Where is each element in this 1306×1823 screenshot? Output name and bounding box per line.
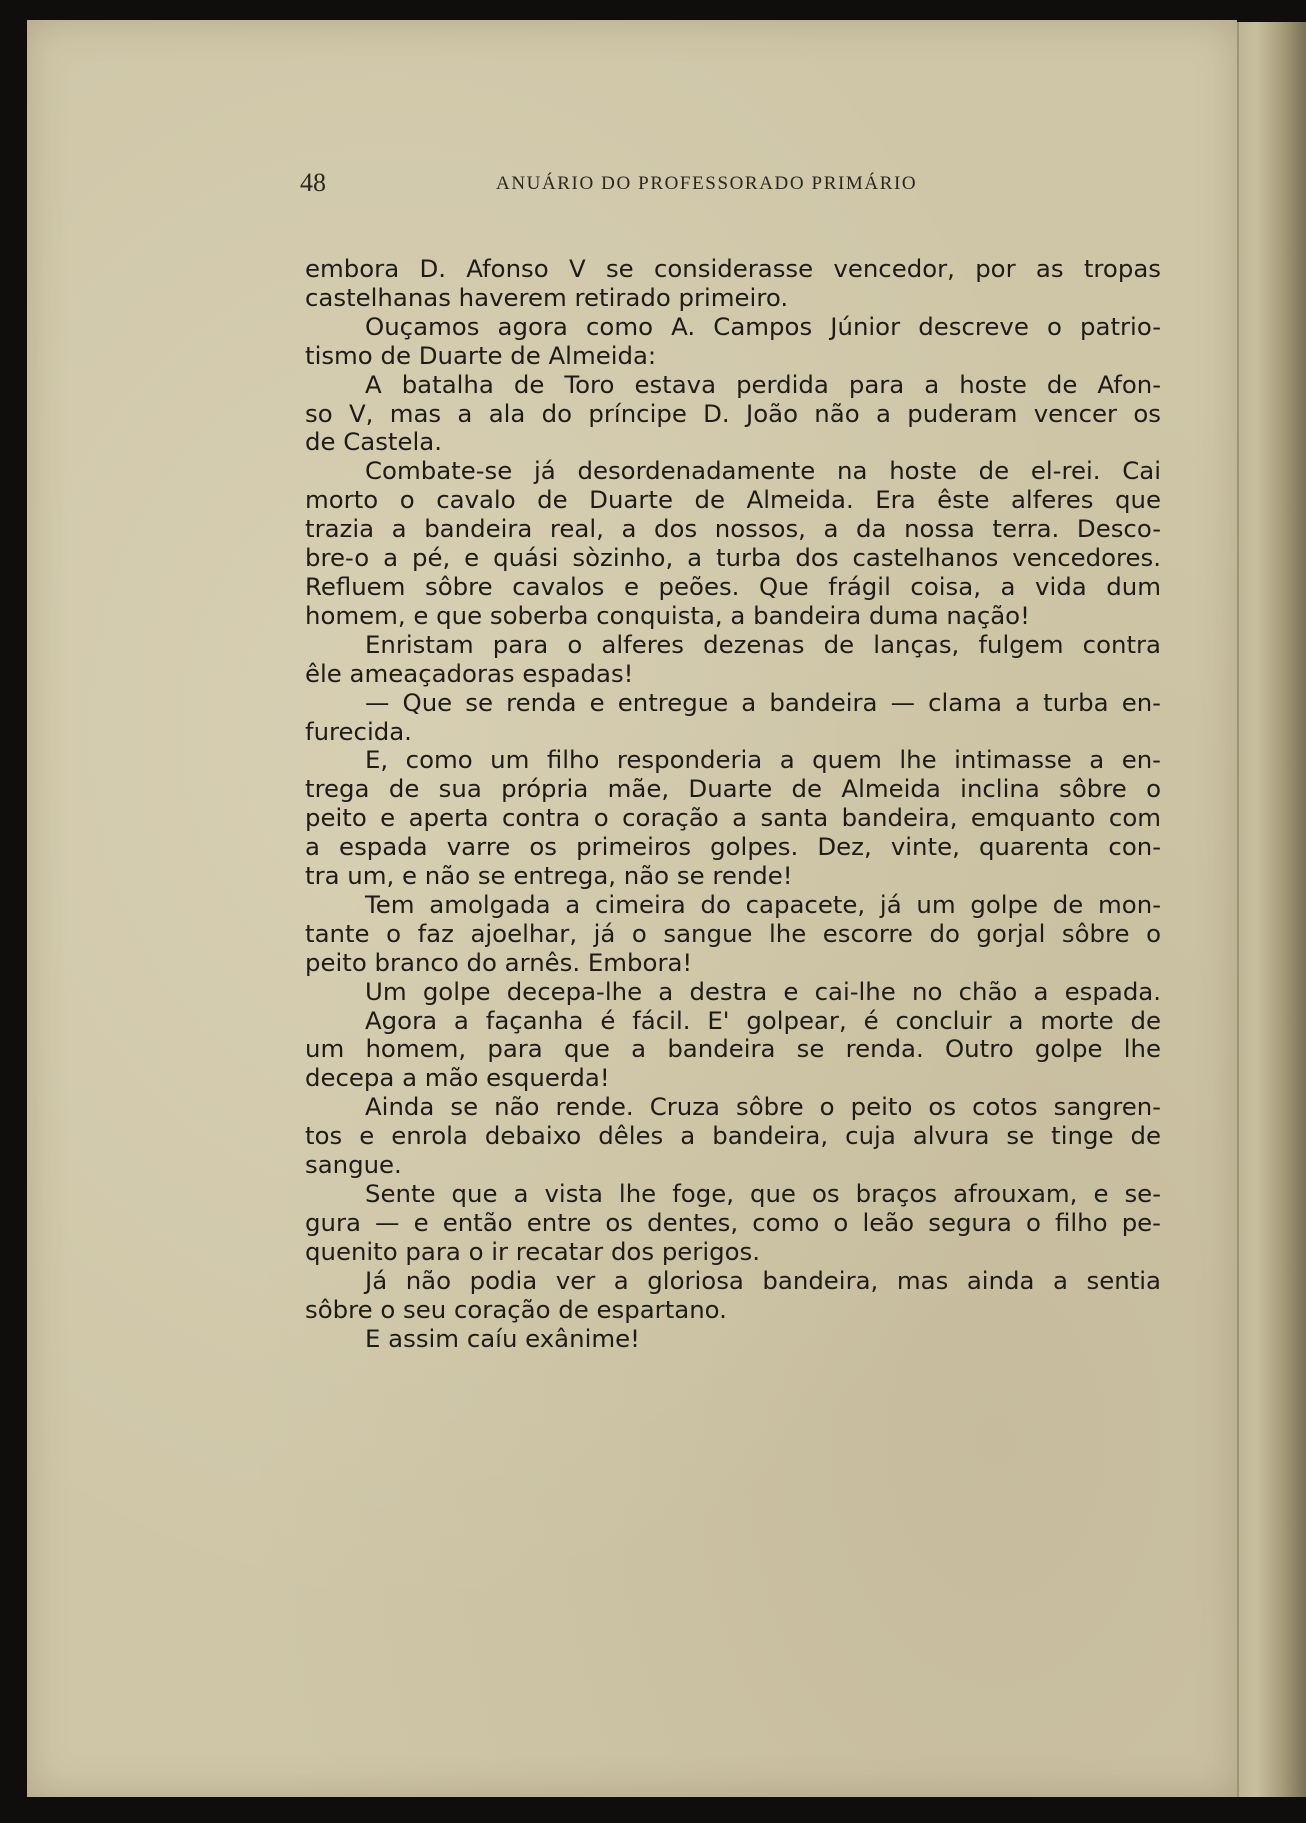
text-line: quenito para o ir recatar dos perigos. <box>305 1236 760 1266</box>
text-line: de Castela. <box>305 427 442 457</box>
text-line: Ouçamos agora como A. Campos Júnior descreve o patrio- <box>365 311 1161 341</box>
text-line: peito branco do arnês. Embora! <box>305 947 693 977</box>
page-number: 48 <box>300 168 326 197</box>
text-line: Agora a façanha é fácil. E' golpear, é concluir a morte de <box>365 1005 1161 1035</box>
text-line: tos e enrola debaixo dêles a bandeira, cuja alvura se tinge de <box>305 1121 1161 1151</box>
text-line: sôbre o seu coração de espartano. <box>305 1294 727 1324</box>
text-line: embora D. Afonso V se considerasse vencedor, por as tropas <box>305 254 1161 283</box>
text-line: peito e aperta contra o coração a santa bandeira, emquanto com <box>305 803 1161 833</box>
text-line: trega de sua própria mãe, Duarte de Almeida inclina sôbre o <box>305 774 1161 804</box>
text-line: tante o faz ajoelhar, já o sangue lhe escorre do gorjal sôbre o <box>305 918 1161 948</box>
text-line: A batalha de Toro estava perdida para a hoste de Afon- <box>365 369 1161 399</box>
text-line: homem, e que soberba conquista, a bandeira duma nação! <box>305 600 1030 630</box>
text-line: Combate-se já desordenadamente na hoste de el-rei. Cai <box>365 456 1161 486</box>
running-head <box>300 168 972 198</box>
next-page-edge <box>1237 22 1306 1797</box>
text-line: gura — e então entre os dentes, como o leão segura o filho pe- <box>305 1207 1161 1237</box>
text-line: Enristam para o alferes dezenas de lanças, fulgem contra <box>365 629 1161 659</box>
text-line: tra um, e não se entrega, não se rende! <box>305 861 793 891</box>
text-line: Um golpe decepa-lhe a destra e cai-lhe no chão a espada. <box>365 976 1161 1006</box>
text-line: decepa a mão esquerda! <box>305 1063 610 1093</box>
text-line: Já não podia ver a gloriosa bandeira, mas ainda a sentia <box>365 1265 1161 1295</box>
text-line: morto o cavalo de Duarte de Almeida. Era êste alferes que <box>305 485 1161 515</box>
text-line: furecida. <box>305 716 412 746</box>
text-line: E, como um filho responderia a quem lhe intimasse a en- <box>365 745 1161 775</box>
article-body <box>305 255 1161 1353</box>
text-line: sangue. <box>305 1150 402 1180</box>
text-line: Sente que a vista lhe foge, que os braços afrouxam, e se- <box>365 1179 1161 1208</box>
text-line: êle ameaçadoras espadas! <box>305 658 634 688</box>
text-line: — Que se renda e entregue a bandeira — clama a turba en- <box>365 687 1161 717</box>
text-line: um homem, para que a bandeira se renda. Outro golpe lhe <box>305 1034 1161 1064</box>
text-line: Tem amolgada a cimeira do capacete, já um golpe de mon- <box>365 889 1161 919</box>
text-line: a espada varre os primeiros golpes. Dez, vinte, quarenta con- <box>305 832 1161 862</box>
text-line: trazia a bandeira real, a dos nossos, a da nossa terra. Desco- <box>305 514 1161 544</box>
text-line: tismo de Duarte de Almeida: <box>305 340 657 370</box>
text-line: castelhanas haverem retirado primeiro. <box>305 282 789 312</box>
journal-title: ANUÁRIO DO PROFESSORADO PRIMÁRIO <box>496 173 918 194</box>
text-line: Ainda se não rende. Cruza sôbre o peito os cotos sangren- <box>365 1092 1161 1122</box>
text-line: so V, mas a ala do príncipe D. João não a puderam vencer os <box>305 398 1161 428</box>
text-line: Refluem sôbre cavalos e peões. Que frágil coisa, a vida dum <box>305 571 1161 601</box>
text-line: bre-o a pé, e quási sòzinho, a turba dos castelhanos vencedores. <box>305 543 1161 573</box>
text-line: E assim caíu exânime! <box>365 1323 640 1353</box>
